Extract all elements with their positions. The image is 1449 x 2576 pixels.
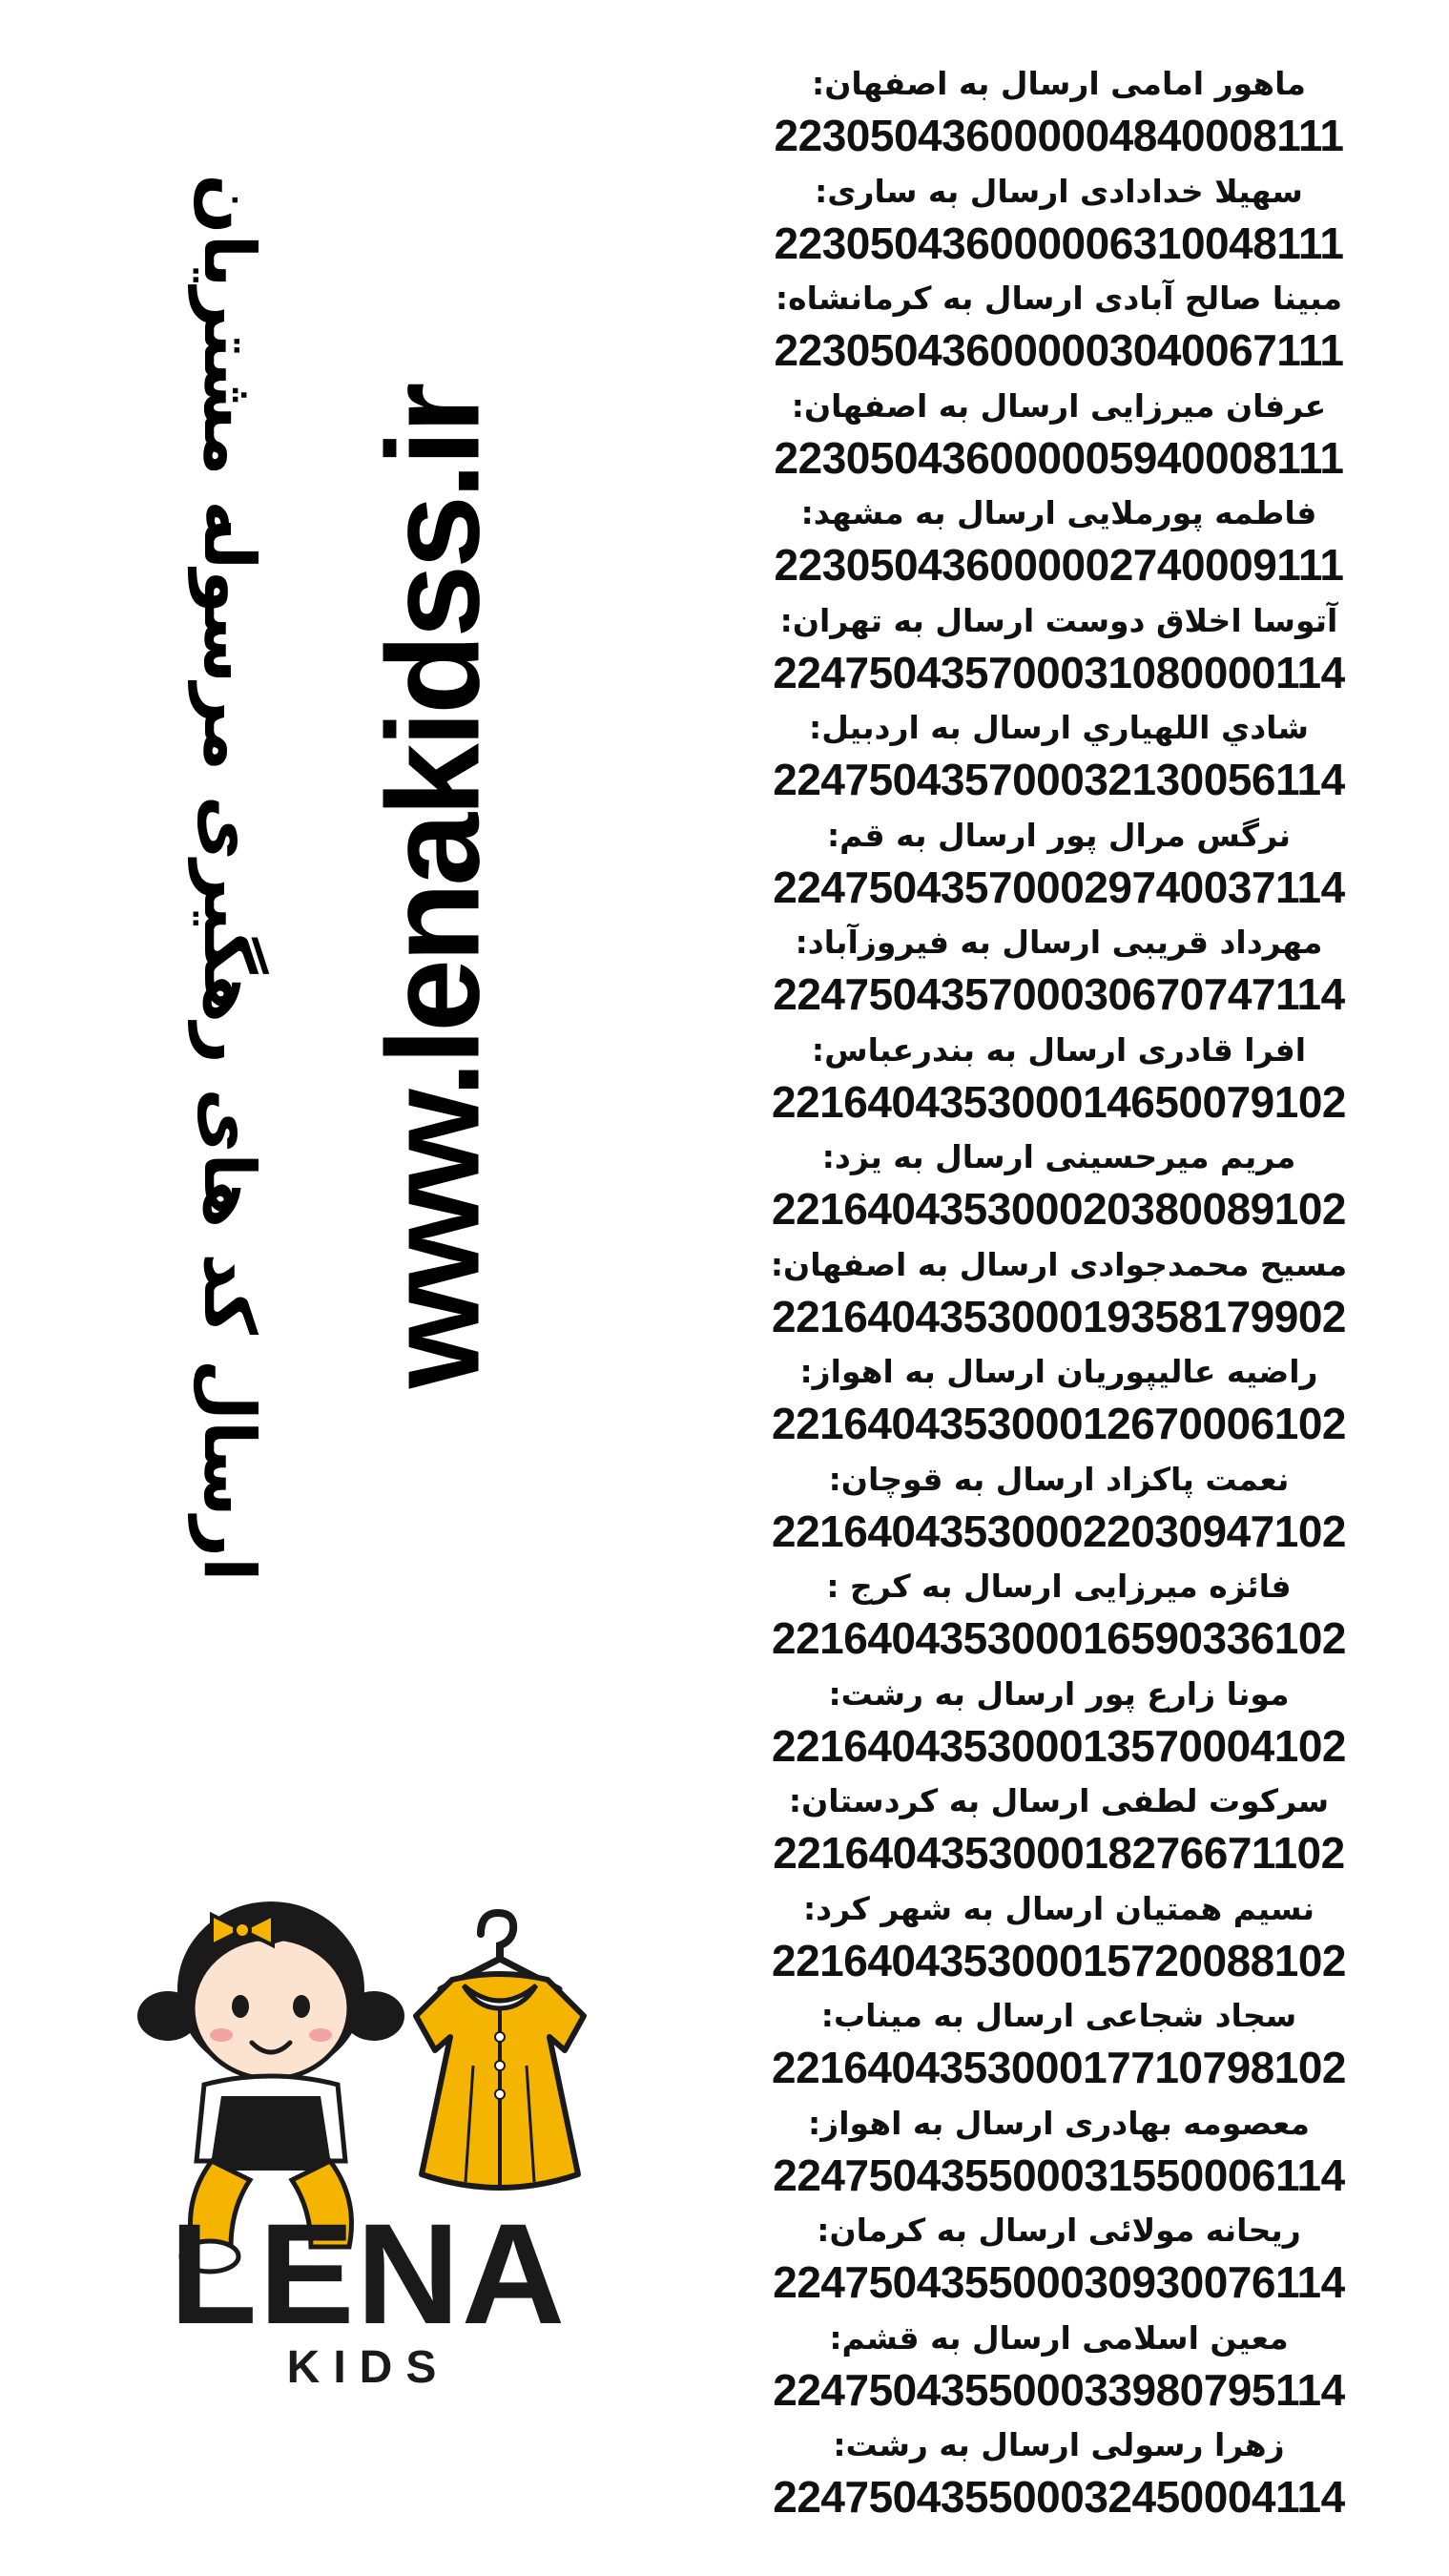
list-item xyxy=(754,1884,1364,1992)
website-url[interactable]: www.lenakidss.ir xyxy=(360,385,507,1389)
tracking-code: 221640435300017710798102 xyxy=(772,2043,1346,2092)
recipient-label: فاطمه پورملایی ارسال به مشهد: xyxy=(800,494,1317,531)
recipient-label: سجاد شجاعی ارسال به میناب: xyxy=(820,1997,1297,2034)
list-item xyxy=(754,2314,1364,2421)
tracking-code: 224750435700032130056114 xyxy=(773,755,1345,804)
tracking-code: 221640435300016590336102 xyxy=(772,1613,1346,1663)
recipient-label: نرگس مرال پور ارسال به قم: xyxy=(826,816,1292,854)
dress-icon xyxy=(416,1974,584,2188)
tracking-code: 223050436000002740009111 xyxy=(774,540,1344,590)
recipient-label: معصومه بهادری ارسال به اهواز: xyxy=(808,2104,1310,2142)
tracking-code: 223050436000003040067111 xyxy=(774,325,1344,375)
recipient-label: معین اسلامی ارسال به قشم: xyxy=(829,2318,1289,2357)
tracking-code: 221640435300012670006102 xyxy=(772,1399,1346,1448)
recipient-label: شادي اللهياري ارسال به اردبیل: xyxy=(809,709,1309,746)
tracking-code: 221640435300018276671102 xyxy=(773,1828,1345,1878)
tracking-code: 223050436000006310048111 xyxy=(774,218,1344,268)
list-item xyxy=(754,59,1364,167)
recipient-label: مریم میرحسینی ارسال به یزد: xyxy=(821,1138,1296,1175)
list-item xyxy=(754,1240,1364,1348)
list-item xyxy=(754,703,1364,811)
recipient-label: ریحانه مولائی ارسال به کرمان: xyxy=(817,2212,1301,2249)
tracking-code: 224750435500032450004114 xyxy=(773,2472,1345,2522)
tracking-code: 224750435500031550006114 xyxy=(773,2150,1345,2200)
list-item xyxy=(754,2099,1364,2207)
list-item xyxy=(754,1132,1364,1240)
recipient-label: سهیلا خدادادی ارسال به ساری: xyxy=(815,172,1303,210)
list-item xyxy=(754,596,1364,704)
tracking-code: 221640435300013570004102 xyxy=(772,1720,1346,1771)
recipient-label: مهرداد قریبی ارسال به فیروزآباد: xyxy=(795,924,1323,961)
list-item xyxy=(754,1562,1364,1670)
recipient-label: افرا قادری ارسال به بندرعباس: xyxy=(811,1030,1307,1069)
recipient-label: سرکوت لطفی ارسال به کردستان: xyxy=(788,1782,1330,1819)
tracking-code: 221640435300020380089102 xyxy=(772,1184,1346,1234)
recipient-label: راضیه عالیپوریان ارسال به اهواز: xyxy=(799,1353,1318,1390)
list-item xyxy=(754,488,1364,596)
list-item xyxy=(754,811,1364,919)
tracking-code: 224750435500033980795114 xyxy=(773,2364,1345,2415)
list-item xyxy=(754,918,1364,1026)
recipient-label: زهرا رسولی ارسال به رشت: xyxy=(833,2426,1285,2463)
page-title: ارسال کد های رهگیری مرسوله مشتریان xyxy=(188,174,270,1582)
recipient-label: فائزه میرزایی ارسال به کرج : xyxy=(826,1568,1292,1605)
recipient-label: ماهور امامی ارسال به اصفهان: xyxy=(812,65,1306,102)
logo-brand-text: LENA xyxy=(169,2193,568,2354)
tracking-code: 221640435300019358179902 xyxy=(772,1291,1346,1341)
list-item xyxy=(754,382,1364,489)
tracking-code: 221640435300014650079102 xyxy=(772,1076,1346,1127)
recipient-label: نعمت پاکزاد ارسال به قوچان: xyxy=(828,1460,1290,1498)
list-item xyxy=(754,1776,1364,1884)
list-item xyxy=(754,1991,1364,2099)
tracking-list xyxy=(754,59,1364,2528)
tracking-code: 223050436000005940008111 xyxy=(774,432,1344,483)
list-item xyxy=(754,2420,1364,2528)
logo-sub-text: KIDS xyxy=(286,2342,450,2393)
recipient-label: مونا زارع پور ارسال به رشت: xyxy=(828,1674,1290,1713)
list-item xyxy=(754,1347,1364,1455)
list-item xyxy=(754,1026,1364,1133)
tracking-code: 223050436000004840008111 xyxy=(774,111,1344,160)
list-item xyxy=(754,1670,1364,1777)
tracking-code: 221640435300022030947102 xyxy=(772,1506,1346,1556)
lena-kids-logo xyxy=(88,1846,649,2399)
recipient-label: عرفان میرزایی ارسال به اصفهان: xyxy=(791,386,1327,425)
tracking-code: 224750435500030930076114 xyxy=(773,2257,1345,2307)
tracking-code: 221640435300015720088102 xyxy=(772,1935,1346,1985)
list-item xyxy=(754,274,1364,382)
list-item xyxy=(754,167,1364,275)
list-item xyxy=(754,1455,1364,1563)
list-item xyxy=(754,2206,1364,2314)
recipient-label: مبینا صالح آبادی ارسال به کرمانشاه: xyxy=(775,280,1343,317)
recipient-label: آتوسا اخلاق دوست ارسال به تهران: xyxy=(779,601,1338,639)
recipient-label: مسیح محمدجوادی ارسال به اصفهان: xyxy=(770,1245,1348,1283)
recipient-label: نسیم همتیان ارسال به شهر کرد: xyxy=(802,1889,1315,1927)
tracking-code: 224750435700029740037114 xyxy=(773,862,1345,912)
tracking-code: 224750435700030670747114 xyxy=(773,969,1345,1019)
tracking-code: 224750435700031080000114 xyxy=(773,647,1345,697)
